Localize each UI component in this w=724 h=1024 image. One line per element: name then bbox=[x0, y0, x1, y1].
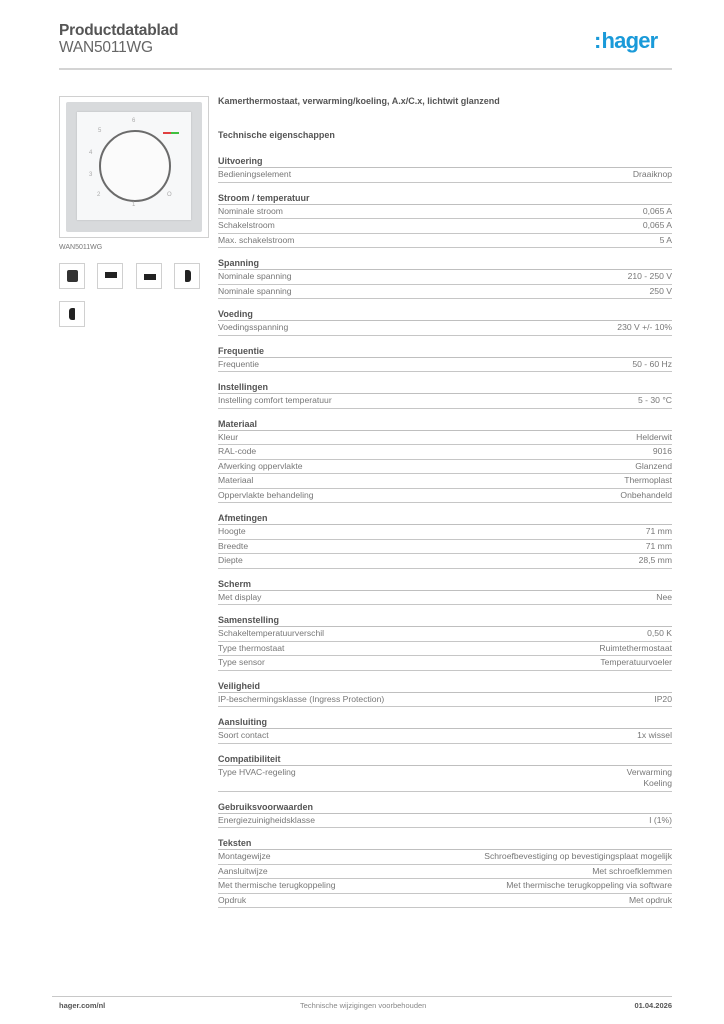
spec-row bbox=[218, 627, 672, 642]
spec-group-instellingen bbox=[218, 381, 672, 409]
spec-value-line: Koeling bbox=[643, 778, 672, 788]
group-title: Afmetingen bbox=[218, 512, 672, 525]
spec-value: 1x wissel bbox=[637, 730, 672, 740]
device-side-icon bbox=[69, 308, 75, 320]
group-title: Gebruiksvoorwaarden bbox=[218, 801, 672, 814]
spec-row bbox=[218, 554, 672, 569]
spec-label: Oppervlakte behandeling bbox=[218, 489, 314, 500]
spec-row bbox=[218, 729, 672, 744]
spec-row bbox=[218, 321, 672, 336]
group-title: Veiligheid bbox=[218, 680, 672, 693]
group-title: Uitvoering bbox=[218, 155, 672, 168]
spec-row bbox=[218, 460, 672, 475]
spec-label: Bedieningselement bbox=[218, 169, 292, 179]
spec-group-frequentie bbox=[218, 345, 672, 373]
spec-label: Afwerking oppervlakte bbox=[218, 460, 303, 471]
header-divider bbox=[59, 68, 672, 70]
spec-value: 5 A bbox=[659, 234, 672, 245]
product-description: Kamerthermostaat, verwarming/koeling, A.x/C.x, lichtwit glanzend bbox=[218, 96, 500, 106]
image-caption: WAN5011WG bbox=[59, 244, 103, 251]
spec-value: 0,065 A bbox=[642, 205, 672, 216]
device-top-icon bbox=[105, 272, 117, 278]
spec-label: Breedte bbox=[218, 540, 249, 551]
spec-label: Materiaal bbox=[218, 475, 254, 485]
spec-label: Voedingsspanning bbox=[218, 322, 289, 332]
spec-row bbox=[218, 850, 672, 865]
spec-label: Max. schakelstroom bbox=[218, 234, 295, 245]
spec-row bbox=[218, 234, 672, 249]
spec-value: Temperatuurvoeler bbox=[600, 657, 672, 667]
dial-tick: 3 bbox=[89, 172, 93, 178]
spec-value-line: Verwarming bbox=[626, 766, 672, 777]
spec-row bbox=[218, 814, 672, 829]
spec-table bbox=[218, 155, 672, 917]
spec-value: Ruimtethermostaat bbox=[599, 642, 672, 653]
spec-label: RAL-code bbox=[218, 446, 257, 456]
spec-label: Nominale spanning bbox=[218, 285, 292, 296]
device-back-icon bbox=[67, 270, 78, 282]
spec-value: 210 - 250 V bbox=[627, 271, 672, 281]
spec-label: Aansluitwijze bbox=[218, 865, 268, 876]
spec-group-voeding bbox=[218, 308, 672, 336]
spec-value bbox=[627, 767, 672, 790]
spec-group-gebruiksvoorwaarden bbox=[218, 801, 672, 829]
logo-colon-icon: : bbox=[594, 28, 601, 53]
spec-value: Draaiknop bbox=[632, 169, 672, 179]
spec-group-compatibiliteit bbox=[218, 753, 672, 792]
group-title: Spanning bbox=[218, 257, 672, 270]
spec-label: Type sensor bbox=[218, 657, 265, 667]
footer-divider bbox=[52, 996, 672, 997]
thumbnail-side-left[interactable] bbox=[59, 301, 85, 327]
spec-group-uitvoering bbox=[218, 155, 672, 183]
thumbnail-back-view[interactable] bbox=[59, 263, 85, 289]
spec-row bbox=[218, 766, 672, 792]
product-code: WAN5011WG bbox=[59, 39, 153, 56]
group-title: Samenstelling bbox=[218, 614, 672, 627]
footer-disclaimer: Technische wijzigingen voorbehouden bbox=[300, 1001, 427, 1010]
spec-label: IP-beschermingsklasse (Ingress Protection) bbox=[218, 693, 385, 704]
spec-value: Onbehandeld bbox=[620, 489, 672, 500]
group-title: Instellingen bbox=[218, 381, 672, 394]
spec-value: Schroefbevestiging op bevestigingsplaat mogelijk bbox=[484, 851, 672, 861]
spec-group-veiligheid bbox=[218, 680, 672, 708]
group-title: Frequentie bbox=[218, 345, 672, 358]
spec-label: Nominale spanning bbox=[218, 271, 292, 281]
spec-row bbox=[218, 394, 672, 409]
dial-tick: 5 bbox=[98, 128, 102, 134]
spec-value: 71 mm bbox=[645, 540, 672, 551]
spec-value: Nee bbox=[656, 591, 672, 602]
spec-label: Kleur bbox=[218, 431, 239, 442]
spec-value: Helderwit bbox=[636, 431, 672, 442]
spec-value: Thermoplast bbox=[624, 475, 672, 485]
spec-row bbox=[218, 489, 672, 504]
spec-label: Soort contact bbox=[218, 730, 269, 740]
spec-value: IP20 bbox=[654, 693, 672, 704]
led-green-icon bbox=[171, 132, 179, 134]
spec-label: Met thermische terugkoppeling bbox=[218, 880, 336, 890]
spec-value: Glanzend bbox=[635, 460, 672, 471]
spec-label: Nominale stroom bbox=[218, 205, 283, 216]
spec-group-materiaal bbox=[218, 418, 672, 504]
spec-value: Met thermische terugkoppeling via software bbox=[506, 880, 672, 890]
spec-value: Met schroefklemmen bbox=[592, 865, 672, 876]
spec-label: Schakeltemperatuurverschil bbox=[218, 628, 325, 638]
logo-text: hager bbox=[601, 28, 658, 53]
spec-row bbox=[218, 540, 672, 555]
spec-value: I (1%) bbox=[649, 814, 672, 825]
spec-row bbox=[218, 270, 672, 285]
group-title: Stroom / temperatuur bbox=[218, 192, 672, 205]
spec-label: Opdruk bbox=[218, 894, 247, 905]
spec-label: Schakelstroom bbox=[218, 220, 275, 230]
spec-value: 230 V +/- 10% bbox=[617, 322, 672, 332]
spec-group-scherm bbox=[218, 578, 672, 606]
spec-value: 9016 bbox=[652, 446, 672, 456]
dial-tick: 1 bbox=[132, 202, 136, 208]
group-title: Materiaal bbox=[218, 418, 672, 431]
spec-label: Hoogte bbox=[218, 526, 246, 536]
thumbnail-bottom-view[interactable] bbox=[136, 263, 162, 289]
footer-date: 01.04.2026 bbox=[634, 1001, 672, 1010]
spec-row bbox=[218, 894, 672, 909]
spec-row bbox=[218, 656, 672, 671]
spec-row bbox=[218, 431, 672, 446]
spec-row bbox=[218, 358, 672, 373]
group-title: Scherm bbox=[218, 578, 672, 591]
spec-value: 0,065 A bbox=[642, 220, 672, 230]
spec-row bbox=[218, 642, 672, 657]
spec-row bbox=[218, 474, 672, 489]
footer-website-link[interactable]: hager.com/nl bbox=[59, 1001, 106, 1010]
spec-row bbox=[218, 879, 672, 894]
device-side-icon bbox=[185, 270, 191, 282]
group-title: Compatibiliteit bbox=[218, 753, 672, 766]
spec-group-samenstelling bbox=[218, 614, 672, 671]
spec-row bbox=[218, 525, 672, 540]
spec-group-teksten bbox=[218, 837, 672, 908]
spec-row bbox=[218, 168, 672, 183]
spec-label: Frequentie bbox=[218, 358, 260, 369]
spec-row bbox=[218, 205, 672, 220]
spec-row bbox=[218, 865, 672, 880]
spec-group-stroom bbox=[218, 192, 672, 249]
spec-row bbox=[218, 285, 672, 300]
spec-row bbox=[218, 445, 672, 460]
spec-label: Type HVAC-regeling bbox=[218, 766, 296, 777]
led-red-icon bbox=[163, 132, 171, 134]
dial-tick: 2 bbox=[97, 192, 101, 198]
spec-label: Energiezuinigheidsklasse bbox=[218, 814, 315, 825]
group-title: Aansluiting bbox=[218, 716, 672, 729]
spec-value: 71 mm bbox=[645, 526, 672, 536]
hager-logo[interactable] bbox=[594, 28, 657, 54]
product-main-image[interactable] bbox=[59, 96, 209, 238]
spec-label: Montagewijze bbox=[218, 851, 271, 861]
dial-tick: O bbox=[167, 192, 172, 198]
spec-row bbox=[218, 693, 672, 708]
spec-value: Met opdruk bbox=[629, 894, 672, 905]
spec-value: 28,5 mm bbox=[638, 555, 672, 565]
spec-value: 250 V bbox=[649, 285, 672, 296]
spec-row bbox=[218, 591, 672, 606]
thumbnail-side-right[interactable] bbox=[174, 263, 200, 289]
spec-value: 0,50 K bbox=[647, 628, 672, 638]
thumbnail-top-view[interactable] bbox=[97, 263, 123, 289]
spec-value: 50 - 60 Hz bbox=[632, 358, 672, 369]
section-title: Technische eigenschappen bbox=[218, 130, 335, 140]
dial-tick: 4 bbox=[89, 150, 93, 156]
spec-group-spanning bbox=[218, 257, 672, 299]
device-bottom-icon bbox=[144, 274, 156, 280]
spec-label: Instelling comfort temperatuur bbox=[218, 395, 332, 405]
thermostat-plate bbox=[77, 112, 191, 220]
spec-group-afmetingen bbox=[218, 512, 672, 569]
spec-value: 5 - 30 °C bbox=[637, 395, 672, 405]
spec-row bbox=[218, 219, 672, 234]
spec-label: Met display bbox=[218, 591, 262, 602]
group-title: Teksten bbox=[218, 837, 672, 850]
dial-tick: 6 bbox=[132, 118, 136, 124]
document-title: Productdatablad bbox=[59, 22, 179, 39]
thermostat-dial-icon bbox=[99, 130, 171, 202]
spec-group-aansluiting bbox=[218, 716, 672, 744]
group-title: Voeding bbox=[218, 308, 672, 321]
spec-label: Diepte bbox=[218, 555, 243, 565]
thermostat-frame bbox=[66, 102, 202, 232]
spec-label: Type thermostaat bbox=[218, 642, 285, 653]
